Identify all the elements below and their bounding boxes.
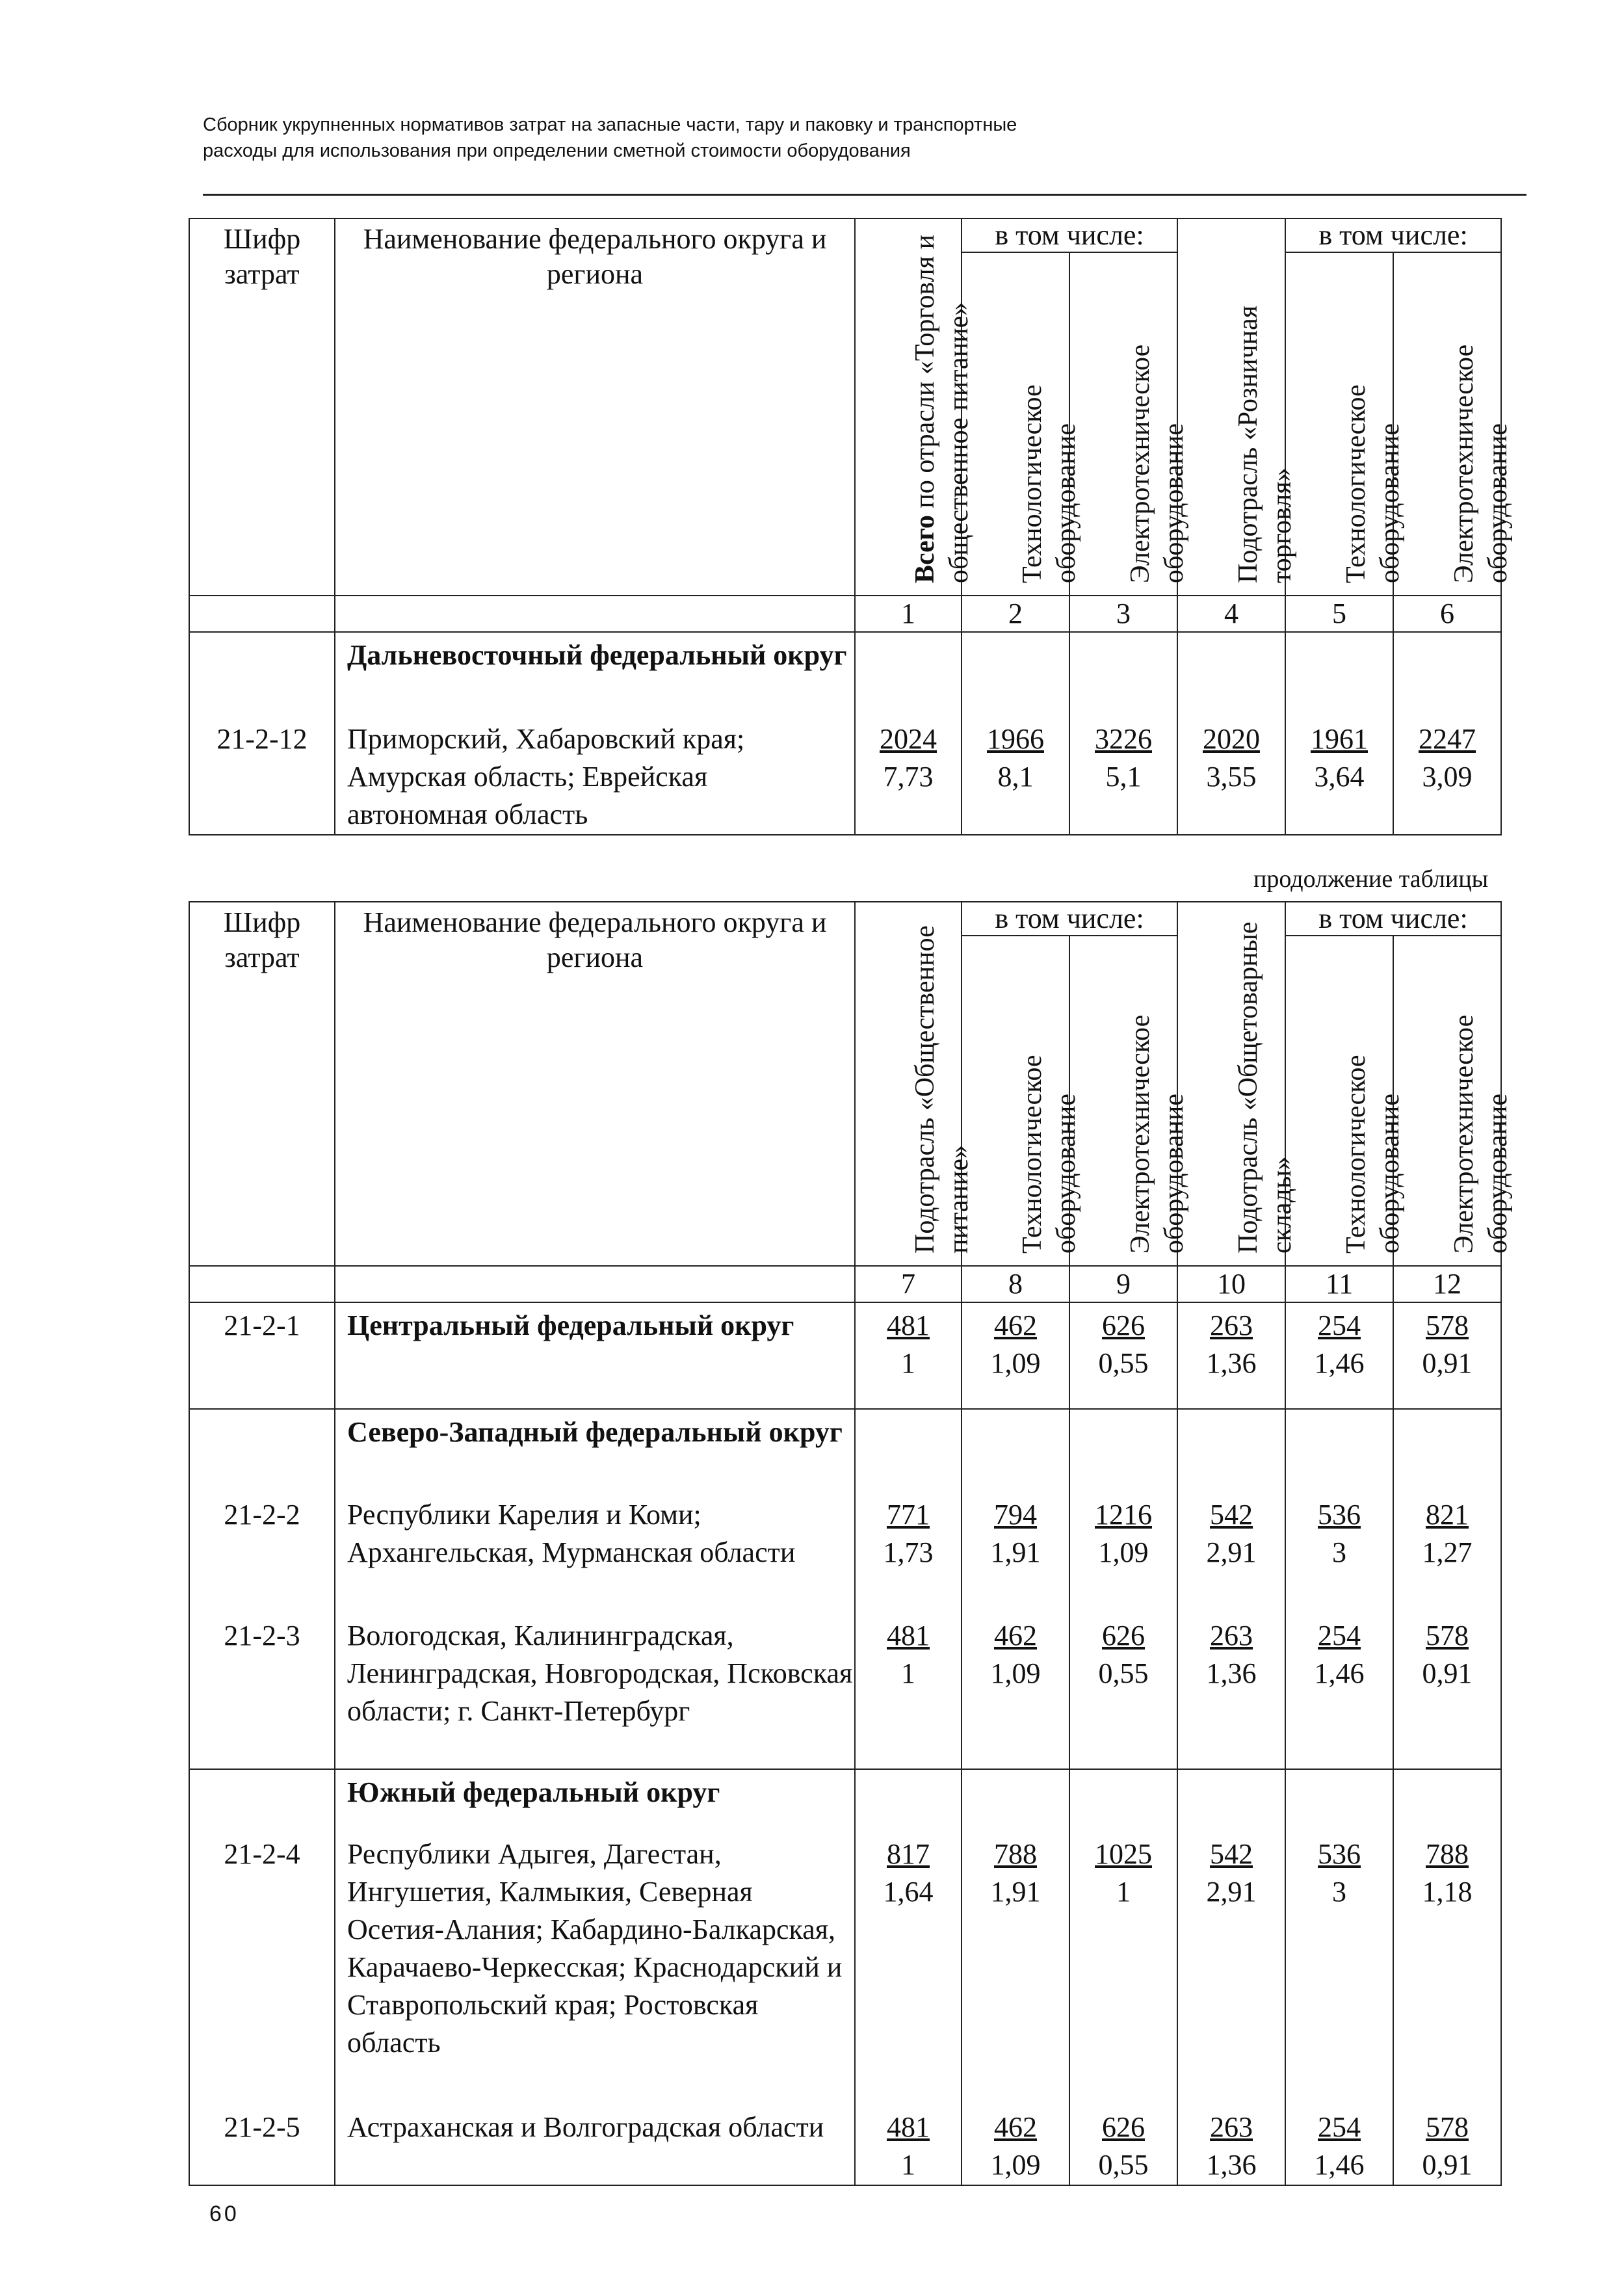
value-top: 578 (1426, 1309, 1469, 1341)
value-top: 254 (1318, 1620, 1361, 1651)
value-top: 481 (887, 1309, 930, 1341)
value-cell (1177, 1302, 1285, 1409)
col-header-2 (962, 252, 1081, 596)
blank (189, 1769, 335, 1832)
col-header-code: Шифр затрат (189, 218, 335, 596)
num-blank (189, 1266, 335, 1302)
value-bottom: 0,91 (1422, 1657, 1473, 1689)
page-number: 60 (209, 2202, 239, 2226)
row-code: 21-2-5 (189, 2105, 335, 2185)
value-cell (962, 717, 1069, 835)
col-header-10-text: Подотрасль «Общетоварные склады» (1233, 921, 1298, 1254)
value-cell (855, 1492, 962, 1613)
value-bottom: 1 (901, 1347, 915, 1379)
in-that-header-3: в том числе: (962, 902, 1177, 936)
value-top: 462 (994, 2111, 1037, 2143)
group-code-blank (189, 632, 335, 717)
group-central: Центральный федеральный округ (335, 1302, 855, 1409)
col-header-7-text: Подотрасль «Общественное питание» (910, 925, 974, 1254)
value-top: 794 (994, 1499, 1037, 1531)
group-north-west: Северо-Западный федеральный округ (335, 1409, 855, 1492)
value-top: 263 (1210, 1309, 1253, 1341)
blank (962, 1409, 1069, 1492)
value-bottom: 0,55 (1098, 1347, 1149, 1379)
table-row (189, 2105, 1501, 2185)
value-cell (1177, 1832, 1285, 2105)
col-header-10 (1177, 902, 1298, 1266)
cost-table-part-1 (189, 218, 1513, 835)
value-bottom: 1 (901, 2149, 915, 2181)
value-bottom: 1,64 (883, 1876, 934, 1908)
col-number: 8 (962, 1266, 1069, 1302)
value-top: 536 (1318, 1838, 1361, 1870)
value-cell (1069, 1832, 1177, 2105)
value-top: 626 (1102, 1309, 1145, 1341)
header-line-2: расходы для использования при определении сметной стоимости оборудования (203, 140, 911, 161)
value-bottom: 1,46 (1314, 1347, 1365, 1379)
num-blank (335, 1266, 855, 1302)
col-header-11-text: Технологическое оборудование (1341, 1055, 1406, 1254)
value-bottom: 8,1 (997, 761, 1034, 793)
value-bottom: 1,91 (990, 1876, 1041, 1908)
row-region: Приморский, Хабаровский края; Амурская область; Еврейская автономная область (335, 717, 855, 835)
col-header-7 (855, 902, 974, 1266)
value-top: 481 (887, 2111, 930, 2143)
value-bottom: 1,73 (883, 1536, 934, 1568)
value-bottom: 0,55 (1098, 2149, 1149, 2181)
table-row (189, 1613, 1501, 1769)
group-far-east: Дальневосточный федеральный округ (335, 632, 855, 717)
value-top: 578 (1426, 1620, 1469, 1651)
blank (1285, 1409, 1393, 1492)
value-cell (855, 1613, 962, 1769)
value-top: 254 (1318, 1309, 1361, 1341)
value-cell (1177, 717, 1285, 835)
value-bottom: 0,55 (1098, 1657, 1149, 1689)
col-header-8-text: Технологическое оборудование (1017, 1055, 1081, 1254)
value-top: 1966 (987, 723, 1044, 755)
document-header (203, 112, 1503, 164)
value-cell (855, 717, 962, 835)
col-header-1 (855, 218, 974, 596)
col-number: 6 (1393, 596, 1501, 632)
blank (855, 1769, 962, 1832)
value-cell (1393, 1613, 1501, 1769)
col-header-name: Наименование федерального округа и региона (335, 902, 855, 1266)
value-top: 788 (994, 1838, 1037, 1870)
col-number: 7 (855, 1266, 962, 1302)
col-header-5 (1285, 252, 1406, 596)
row-region: Республики Карелия и Коми; Архангельская, Мурманская области (335, 1492, 855, 1613)
row-code: 21-2-12 (189, 717, 335, 835)
value-top: 536 (1318, 1499, 1361, 1531)
value-cell (962, 1832, 1069, 2105)
value-cell (1393, 1492, 1501, 1613)
blank (962, 632, 1069, 717)
value-bottom: 1,36 (1206, 2149, 1257, 2181)
value-top: 1216 (1095, 1499, 1152, 1531)
value-top: 3226 (1095, 723, 1152, 755)
row-code: 21-2-4 (189, 1832, 335, 2105)
value-bottom: 1,91 (990, 1536, 1041, 1568)
blank (1069, 1769, 1177, 1832)
value-top: 263 (1210, 2111, 1253, 2143)
blank (1177, 1409, 1285, 1492)
col-number: 4 (1177, 596, 1285, 632)
value-top: 771 (887, 1499, 930, 1531)
value-bottom: 0,91 (1422, 2149, 1473, 2181)
col-header-3 (1069, 252, 1189, 596)
blank (189, 1409, 335, 1492)
value-cell (855, 1302, 962, 1409)
value-cell (1285, 1302, 1393, 1409)
group-south: Южный федеральный округ (335, 1769, 855, 1832)
table-row (189, 1492, 1501, 1613)
col-number: 9 (1069, 1266, 1177, 1302)
table-row (189, 1832, 1501, 2105)
value-cell (962, 1492, 1069, 1613)
value-bottom: 1,09 (990, 1347, 1041, 1379)
num-blank (189, 596, 335, 632)
col-header-9 (1069, 936, 1189, 1266)
value-cell (1393, 1302, 1501, 1409)
table-row (189, 717, 1501, 835)
value-bottom: 1,46 (1314, 2149, 1365, 2181)
col-number: 5 (1285, 596, 1393, 632)
value-cell (1285, 1492, 1393, 1613)
col-number: 11 (1285, 1266, 1393, 1302)
blank (1285, 1769, 1393, 1832)
value-top: 462 (994, 1620, 1037, 1651)
col-header-name: Наименование федерального округа и региона (335, 218, 855, 596)
col-header-6 (1393, 252, 1513, 596)
value-bottom: 3,09 (1422, 761, 1473, 793)
blank (1177, 632, 1285, 717)
value-top: 254 (1318, 2111, 1361, 2143)
row-code: 21-2-2 (189, 1492, 335, 1613)
value-cell (1069, 1302, 1177, 1409)
value-cell (1177, 1613, 1285, 1769)
value-cell (1177, 1492, 1285, 1613)
blank (1177, 1769, 1285, 1832)
value-cell (1285, 2105, 1393, 2185)
blank (1285, 632, 1393, 717)
value-cell (1177, 2105, 1285, 2185)
value-bottom: 0,91 (1422, 1347, 1473, 1379)
value-cell (855, 1832, 962, 2105)
table-continuation-label: продолжение таблицы (1253, 865, 1489, 893)
cost-table-part-2 (189, 901, 1513, 2186)
col-header-4-text: Подотрасль «Розничная торговля» (1233, 305, 1298, 583)
col-header-5-text: Технологическое оборудование (1341, 384, 1406, 583)
value-cell (1069, 717, 1177, 835)
col-header-12-text: Электротехническое оборудование (1449, 1014, 1513, 1254)
col-header-8 (962, 936, 1081, 1266)
blank (962, 1769, 1069, 1832)
value-cell (1285, 1832, 1393, 2105)
value-top: 626 (1102, 2111, 1145, 2143)
blank (855, 1409, 962, 1492)
row-code: 21-2-3 (189, 1613, 335, 1769)
value-cell (1393, 1832, 1501, 2105)
blank (1393, 632, 1501, 717)
blank (1069, 632, 1177, 717)
value-bottom: 1,09 (990, 2149, 1041, 2181)
value-bottom: 7,73 (883, 761, 934, 793)
value-top: 821 (1426, 1499, 1469, 1531)
col-header-9-text: Электротехническое оборудование (1125, 1014, 1189, 1254)
row-region: Астраханская и Волгоградская области (335, 2105, 855, 2185)
in-that-header-1: в том числе: (962, 218, 1177, 252)
value-bottom: 1,09 (1098, 1536, 1149, 1568)
value-cell (1393, 717, 1501, 835)
col-number: 3 (1069, 596, 1177, 632)
value-top: 2247 (1419, 723, 1476, 755)
value-top: 817 (887, 1838, 930, 1870)
col-header-12 (1393, 936, 1513, 1266)
col-header-1-text: Всего по отрасли «Торговля и общественное питание» (910, 234, 974, 583)
header-line-1: Сборник укрупненных нормативов затрат на запасные части, тару и паковку и транспортные (203, 114, 1017, 135)
blank (1069, 1409, 1177, 1492)
value-cell (962, 1302, 1069, 1409)
value-top: 788 (1426, 1838, 1469, 1870)
value-top: 1961 (1311, 723, 1369, 755)
value-top: 2024 (880, 723, 937, 755)
col-number: 1 (855, 596, 962, 632)
value-cell (1069, 1613, 1177, 1769)
value-top: 542 (1210, 1838, 1253, 1870)
value-cell (1285, 717, 1393, 835)
value-bottom: 3 (1332, 1876, 1347, 1908)
value-top: 263 (1210, 1620, 1253, 1651)
value-cell (1069, 2105, 1177, 2185)
col-header-6-text: Электротехническое оборудование (1449, 344, 1513, 583)
value-bottom: 1,18 (1422, 1876, 1473, 1908)
value-cell (962, 2105, 1069, 2185)
col-header-4 (1177, 218, 1298, 596)
col-header-2-text: Технологическое оборудование (1017, 384, 1081, 583)
value-top: 462 (994, 1309, 1037, 1341)
value-bottom: 1,46 (1314, 1657, 1365, 1689)
col-header-code: Шифр затрат (189, 902, 335, 1266)
col-header-3-text: Электротехническое оборудование (1125, 344, 1189, 583)
table-row (189, 1302, 1501, 1409)
row-region: Республики Адыгея, Дагестан, Ингушетия, Калмыкия, Северная Осетия-Алания; Кабардино-Балкарская, Карачаево-Черкесская; Краснодарский и Ставропольский края; Ростовская область (335, 1832, 855, 2105)
value-top: 2020 (1203, 723, 1261, 755)
value-bottom: 3,55 (1206, 761, 1257, 793)
row-code: 21-2-1 (189, 1302, 335, 1409)
value-bottom: 3,64 (1314, 761, 1365, 793)
value-top: 626 (1102, 1620, 1145, 1651)
value-top: 542 (1210, 1499, 1253, 1531)
value-bottom: 1 (901, 1657, 915, 1689)
blank (1393, 1409, 1501, 1492)
row-region: Вологодская, Калининградская, Ленинградская, Новгородская, Псковская области; г. Санкт-Петербург (335, 1613, 855, 1769)
value-bottom: 2,91 (1206, 1876, 1257, 1908)
header-rule (203, 194, 1526, 196)
value-top: 481 (887, 1620, 930, 1651)
value-top: 578 (1426, 2111, 1469, 2143)
value-cell (1069, 1492, 1177, 1613)
col-number: 10 (1177, 1266, 1285, 1302)
value-bottom: 1,09 (990, 1657, 1041, 1689)
value-top: 1025 (1095, 1838, 1152, 1870)
col-header-11 (1285, 936, 1406, 1266)
value-cell (1393, 2105, 1501, 2185)
value-bottom: 1 (1116, 1876, 1131, 1908)
in-that-header-2: в том числе: (1285, 218, 1501, 252)
value-bottom: 1,27 (1422, 1536, 1473, 1568)
value-cell (1285, 1613, 1393, 1769)
value-cell (962, 1613, 1069, 1769)
value-bottom: 1,36 (1206, 1347, 1257, 1379)
col-number: 2 (962, 596, 1069, 632)
value-bottom: 2,91 (1206, 1536, 1257, 1568)
col-number: 12 (1393, 1266, 1501, 1302)
blank (1393, 1769, 1501, 1832)
num-blank (335, 596, 855, 632)
value-bottom: 3 (1332, 1536, 1347, 1568)
value-bottom: 1,36 (1206, 1657, 1257, 1689)
value-bottom: 5,1 (1105, 761, 1142, 793)
in-that-header-4: в том числе: (1285, 902, 1501, 936)
value-cell (855, 2105, 962, 2185)
blank (855, 632, 962, 717)
